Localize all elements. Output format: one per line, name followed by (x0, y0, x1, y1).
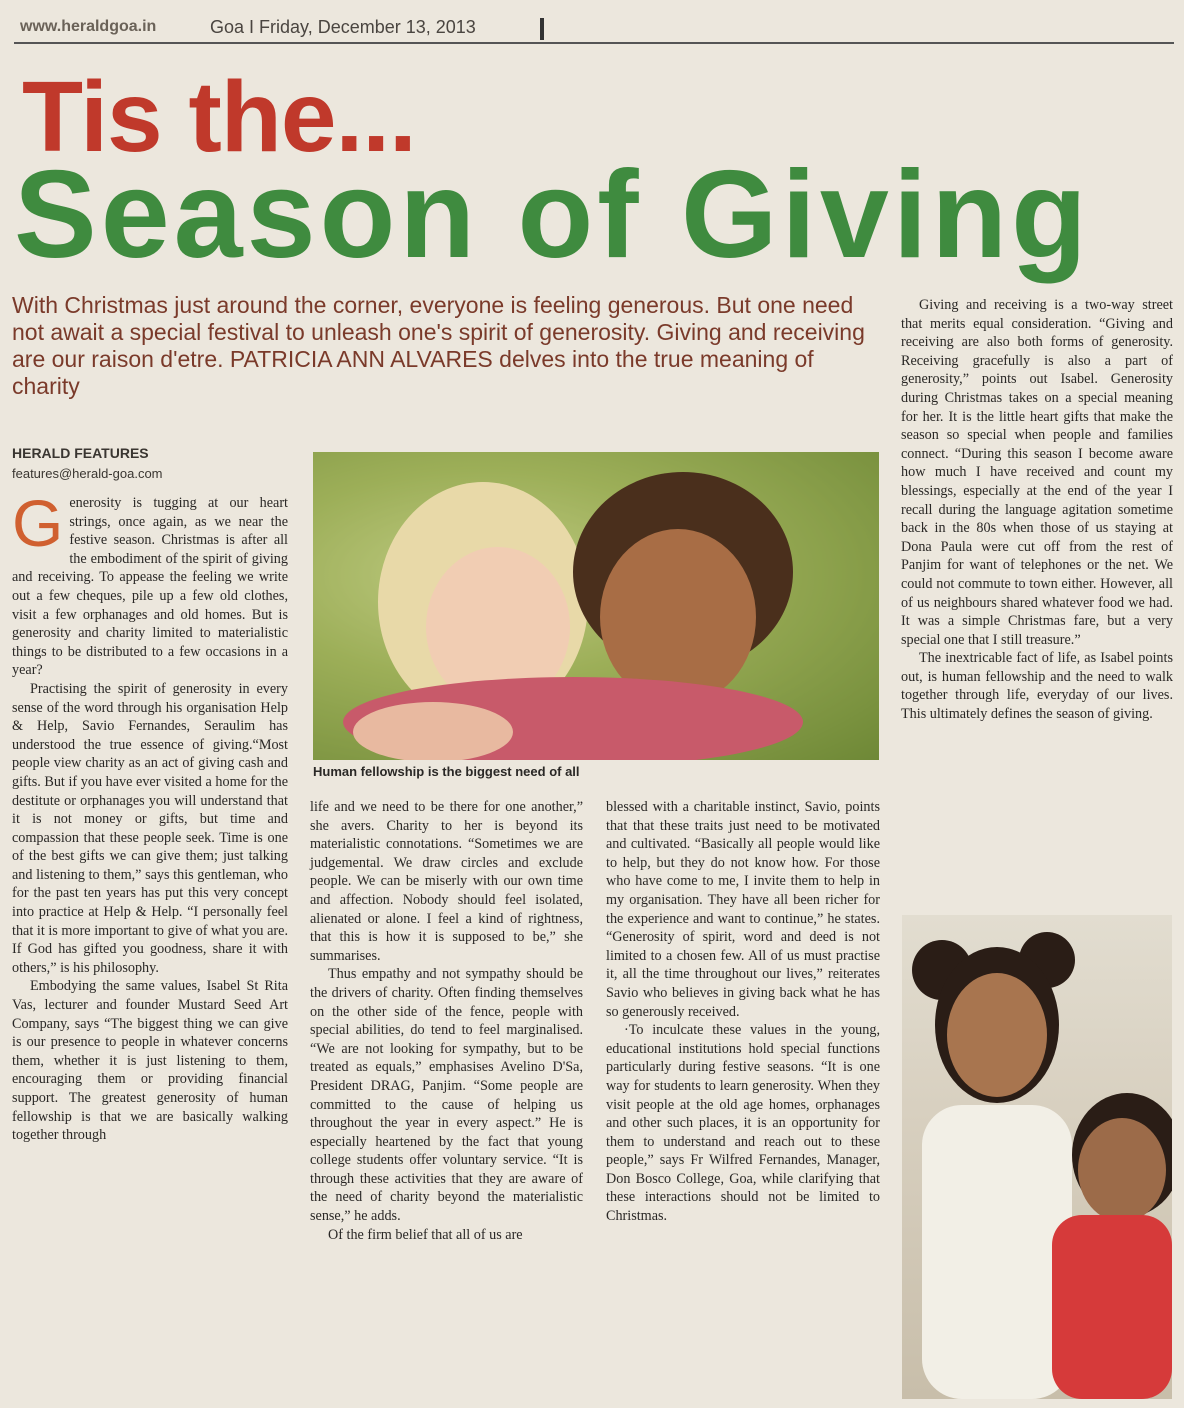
headline-line-1: Tis the... (22, 61, 416, 173)
column-1-paragraph-2: Practising the spirit of generosity in every sense of the word through his organisation Help & Help, Savio Fernandes, Seraulim has understood the true essence of giving.“Most people view charity as an act of giving cash and gifts. But if you have ever visited a home for the destitute or orphanages you will understand that it is not money or gifts, but time and compassion that these people seek. Time is one of the best gifts we can give them; just talking and listening to them,” says this gentleman, who for the past ten years has put this very concept into practice at Help & Help. “I personally feel that it is more important to give of what you are. If God has gifted you goodness, share it with others,” is his philosophy. (12, 680, 288, 976)
article-deck: With Christmas just around the corner, everyone is feeling generous. But one need not await a special festival to unleash one's spirit of generosity. Giving and receiving are our raison d'etre. PATRICIA ANN ALVARES delves into the true meaning of charity (12, 292, 865, 399)
article-column-1 (12, 486, 288, 1145)
column-1-paragraph-3: Embodying the same values, Isabel St Rita Vas, lecturer and founder Mustard Seed Art Company, says “The biggest thing we can give is our presence to people in whatever concerns them, whether it is just listening to them, encouraging them or providing financial support. The greatest generosity of human fellowship is that we are basically walking together through (12, 978, 288, 1144)
column-4-paragraph-1: Giving and receiving is a two-way street that merits equal consideration. “Giving and receiving are also both forms of generosity. Receiving gracefully is also a part of generosity,” points out Isabel. Generosity during Christmas takes on a special meaning for her. It is the little heart gifts that make the season so special when people and families connect. “During this season I become aware how much I have received and count my blessings, especially at the end of the year I recall during the language agitation sometime back in the 80s when those of us staying at Dona Paula were cut off from the rest of Panjim for want of telephones or the net. We could not commute to town either. However, all of us neighbours shared whatever food we had. It was a simple Christmas fare, but a very special one that I still treasure.” (901, 297, 1173, 648)
column-4-paragraph-2: The inextricable fact of life, as Isabel points out, is human fellowship and the need to walk together through life, everyday of our lives. This ultimately defines the season of giving. (901, 650, 1173, 723)
masthead-rule (14, 42, 1174, 44)
masthead (0, 0, 1184, 46)
column-3-paragraph-1: blessed with a charitable instinct, Savio, points that that these traits just need to be motivated and cultivated. “Basically all people would like to help, but they do not know how. For those who have come to me, I invite them to help in my organisation. They have all been richer for the experience and want to continue,” he states. “Generosity of spirit, word and deed is not limited to a chosen few. All of us must practise it, all the time throughout our lives,” reiterates Savio who believes in giving back what he has so generously received. (606, 799, 880, 1020)
column-3-paragraph-2: ·To inculcate these values in the young, educational institutions hold special functions particularly during festive seasons. “It is one way for students to learn generosity. When they visit people at the old age homes, orphanages and other such places, it is an opportunity for them to understand and reach out to these people,” says Fr Wilfred Fernandes, Manager, Don Bosco College, Goa, while clarifying that these interactions should not be limited to Christmas. (606, 1022, 880, 1225)
photo-children-hugging (313, 452, 879, 760)
column-2-paragraph-1: life and we need to be there for one another,” she avers. Charity to her is beyond its materialistic connotations. “Sometimes we are judgemental. We draw circles and exclude people. We can be miserly with our own time and affection. Nobody should feel isolated, alienated or alone. I feel a kind of rightness, that this is how it is supposed to be,” she summarises. (310, 799, 583, 964)
article-column-3 (606, 798, 880, 1226)
column-1-paragraph-1-text: enerosity is tugging at our heart strings, once again, as we near the festive season. Christmas is after all the embodiment of the spirit of giving and receiving. To appease the feeling we write out a few cheques, pile up a few old clothes, visit a few orphanages and old homes. But is generosity and charity limited to materialistic things to be distributed to a few occasions in a year? (12, 495, 288, 679)
column-2-paragraph-3: Of the firm belief that all of us are (328, 1226, 523, 1243)
column-1-paragraph-1 (12, 486, 288, 680)
drop-cap: G (12, 486, 64, 560)
byline-email[interactable]: features@herald-goa.com (12, 466, 163, 481)
article-column-4 (901, 296, 1173, 724)
article-column-2 (310, 798, 583, 1244)
masthead-divider (540, 18, 544, 40)
dateline: Goa I Friday, December 13, 2013 (210, 17, 476, 37)
photo-two-girls-illustration (902, 915, 1172, 1399)
site-url[interactable]: www.heraldgoa.in (20, 18, 157, 35)
photo-two-girls (902, 915, 1172, 1399)
byline-label: HERALD FEATURES (12, 445, 149, 461)
photo-children-hugging-illustration (313, 452, 879, 760)
headline-line-2: Season of Giving (14, 146, 1091, 284)
column-2-paragraph-2: Thus empathy and not sympathy should be the drivers of charity. Often finding themselves on the other side of the fence, people with special abilities, do tend to feel marginalised. “We are not looking for sympathy, but to be treated as equals,” emphasises Avelino D'Sa, President DRAG, Panjim. “Some people are committed to the cause of helping us throughout the year in every aspect.” He is especially heartened by the fact that young college students offer voluntary service. “It is through these activities that they are aware of the need of charity beyond the materialistic sense,” he adds. (310, 966, 583, 1225)
photo-caption: Human fellowship is the biggest need of all (313, 764, 580, 779)
